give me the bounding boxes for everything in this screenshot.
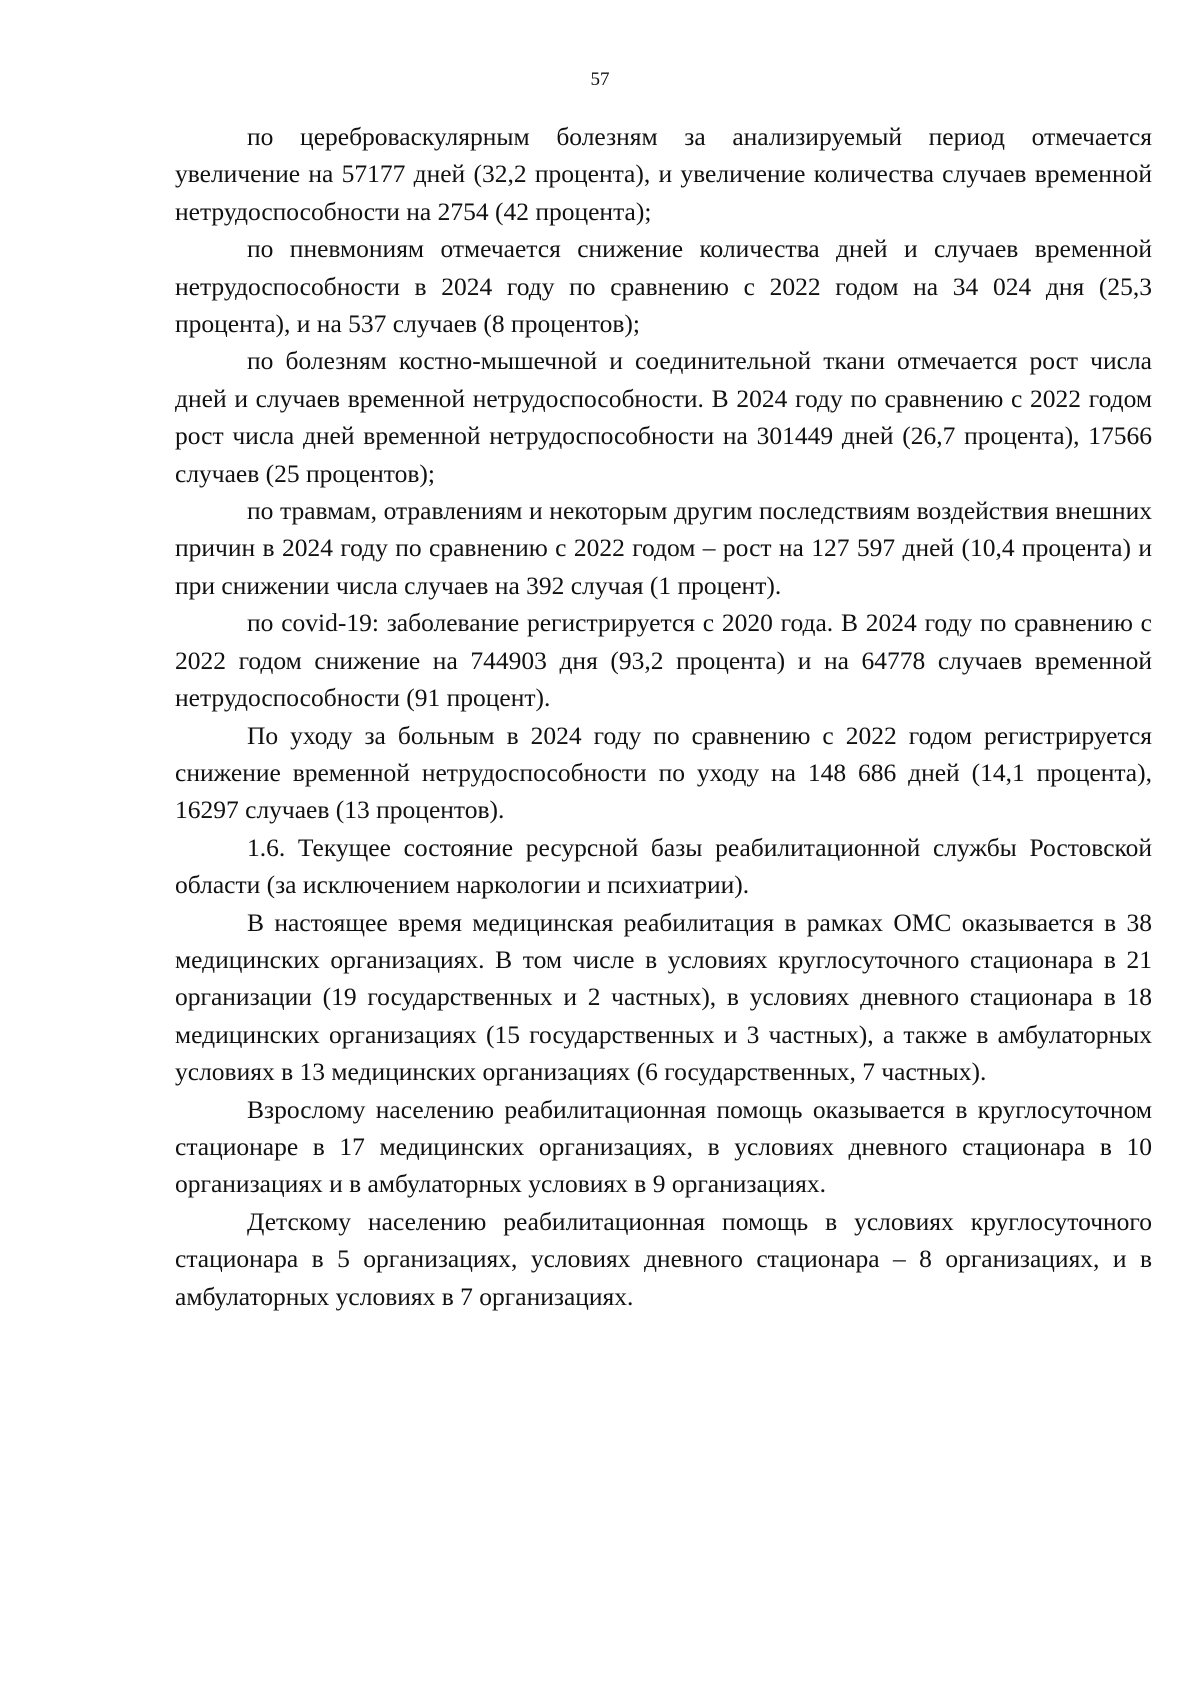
paragraph-rehabilitation-organizations: В настоящее время медицинская реабилитация в рамках ОМС оказывается в 38 медицинских организациях. В том числе в условиях круглосуточного стационара в 21 организации (19 государственных и 2 частных), в условиях дневного стационара в 18 медицинских организациях (15 государственных и 3 частных), а также в амбулаторных условиях в 13 медицинских организациях (6 государственных, 7 частных). — [175, 907, 1152, 1087]
paragraph-patient-care: По уходу за больным в 2024 году по сравнению с 2022 годом регистрируется снижение временной нетрудоспособности по уходу на 148 686 дней (14,1 процента), 16297 случаев (13 процентов). — [175, 720, 1152, 825]
page-number: 57 — [590, 69, 610, 90]
paragraph-covid19: по covid-19: заболевание регистрируется с 2020 года. В 2024 году по сравнению с 2022 годом снижение на 744903 дня (93,2 процента) и на 64778 случаев временной нетрудоспособности (91 процент). — [175, 608, 1152, 713]
paragraph-injuries: по травмам, отравлениям и некоторым другим последствиям воздействия внешних причин в 2024 году по сравнению с 2022 годом – рост на 127 597 дней (10,4 процента) и при снижении числа случаев на 392 случая (1 процент). — [175, 496, 1152, 600]
paragraph-musculoskeletal: по болезням костно-мышечной и соединительной ткани отмечается рост числа дней и случаев временной нетрудоспособности. В 2024 году по сравнению с 2022 годом рост числа дней временной нетрудоспособности на 301449 дней (26,7 процента), 17566 случаев (25 процентов); — [175, 346, 1152, 488]
paragraph-child-rehabilitation: Детскому населению реабилитационная помощь в условиях круглосуточного стационара в 5 организациях, условиях дневного стационара – 8 организациях, и в амбулаторных условиях в 7 организациях. — [175, 1206, 1152, 1311]
document-body — [175, 118, 1152, 1315]
paragraph-cerebrovascular: по цереброваскулярным болезням за анализируемый период отмечается увеличение на 57177 дней (32,2 процента), и увеличение количества случаев временной нетрудоспособности на 2754 (42 процента); — [175, 122, 1152, 226]
paragraph-adult-rehabilitation: Взрослому населению реабилитационная помощь оказывается в круглосуточном стационаре в 17 медицинских организациях, в условиях дневного стационара в 10 организациях и в амбулаторных условиях в 9 организациях. — [175, 1094, 1152, 1199]
paragraph-pneumonia: по пневмониям отмечается снижение количества дней и случаев временной нетрудоспособности в 2024 году по сравнению с 2022 годом на 34 024 дня (25,3 процента), и на 537 случаев (8 процентов); — [175, 234, 1152, 339]
section-heading-1-6: 1.6. Текущее состояние ресурсной базы реабилитационной службы Ростовской области (за исключением наркологии и психиатрии). — [175, 832, 1152, 900]
